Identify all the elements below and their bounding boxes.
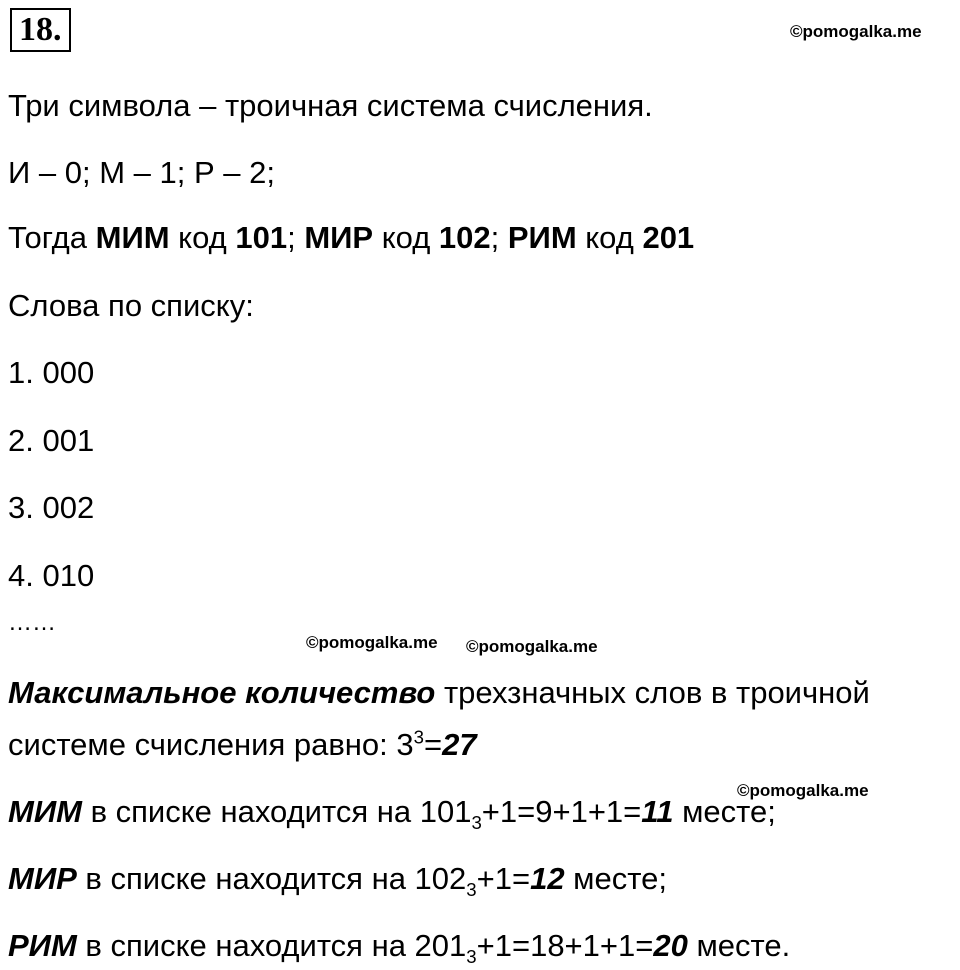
max-value-result: 27	[442, 727, 477, 762]
base-subscript: 3	[466, 946, 477, 968]
line-codes	[8, 218, 694, 258]
position-end: месте.	[687, 928, 791, 963]
line-max-count	[8, 673, 870, 713]
position-result: 12	[530, 861, 565, 896]
list-item: 2. 001	[8, 423, 95, 458]
max-count-text: трехзначных слов в троичной	[435, 675, 870, 710]
codes-text: код	[576, 220, 643, 255]
watermark-lower: ©pomogalka.me	[737, 781, 869, 800]
list-item: 4. 010	[8, 558, 95, 593]
line-list-heading: Слова по списку:	[8, 288, 254, 323]
base-subscript: 3	[466, 879, 477, 901]
word-mim: МИМ	[8, 794, 82, 829]
codes-text: код	[169, 220, 236, 255]
position-result: 20	[653, 928, 688, 963]
code-mir: 102	[438, 220, 491, 255]
list-ellipsis: ……	[8, 609, 56, 636]
word-mim: МИМ	[95, 220, 170, 255]
code-mim: 101	[235, 220, 288, 255]
codes-text: Тогда	[8, 220, 96, 255]
position-text: в списке находится на 201	[76, 928, 467, 963]
watermark-mid-a: ©pomogalka.me	[306, 633, 438, 652]
equals: =	[423, 727, 443, 762]
position-end: месте;	[673, 794, 776, 829]
position-calc: +1=	[476, 861, 531, 896]
line-intro: Три символа – троичная система счисления.	[8, 88, 653, 123]
codes-text: код	[373, 220, 439, 255]
max-value-text: системе счисления равно: 3	[8, 727, 414, 762]
word-rim: РИМ	[8, 928, 77, 963]
line-mapping: И – 0; М – 1; Р – 2;	[8, 155, 275, 190]
codes-text: ;	[287, 220, 305, 255]
position-text: в списке находится на 101	[81, 794, 472, 829]
list-item: 3. 002	[8, 490, 95, 525]
word-rim: РИМ	[507, 220, 577, 255]
watermark-top: ©pomogalka.me	[790, 22, 922, 41]
watermark-mid-b: ©pomogalka.me	[466, 637, 598, 656]
position-calc: +1=9+1+1=	[481, 794, 642, 829]
list-item: 1. 000	[8, 355, 95, 390]
position-text: в списке находится на 102	[76, 861, 467, 896]
code-rim: 201	[642, 220, 695, 255]
base-subscript: 3	[471, 812, 482, 834]
task-number: 18.	[10, 8, 71, 52]
word-mir: МИР	[8, 861, 77, 896]
position-result: 11	[641, 794, 674, 829]
line-mir-position	[8, 859, 667, 899]
line-mim-position	[8, 792, 776, 832]
max-count-emphasis: Максимальное количество	[8, 675, 436, 710]
word-mir: МИР	[304, 220, 374, 255]
line-max-value	[8, 725, 477, 765]
position-calc: +1=18+1+1=	[476, 928, 654, 963]
exponent: 3	[413, 726, 424, 748]
codes-text: ;	[490, 220, 508, 255]
position-end: месте;	[564, 861, 667, 896]
line-rim-position	[8, 926, 790, 966]
